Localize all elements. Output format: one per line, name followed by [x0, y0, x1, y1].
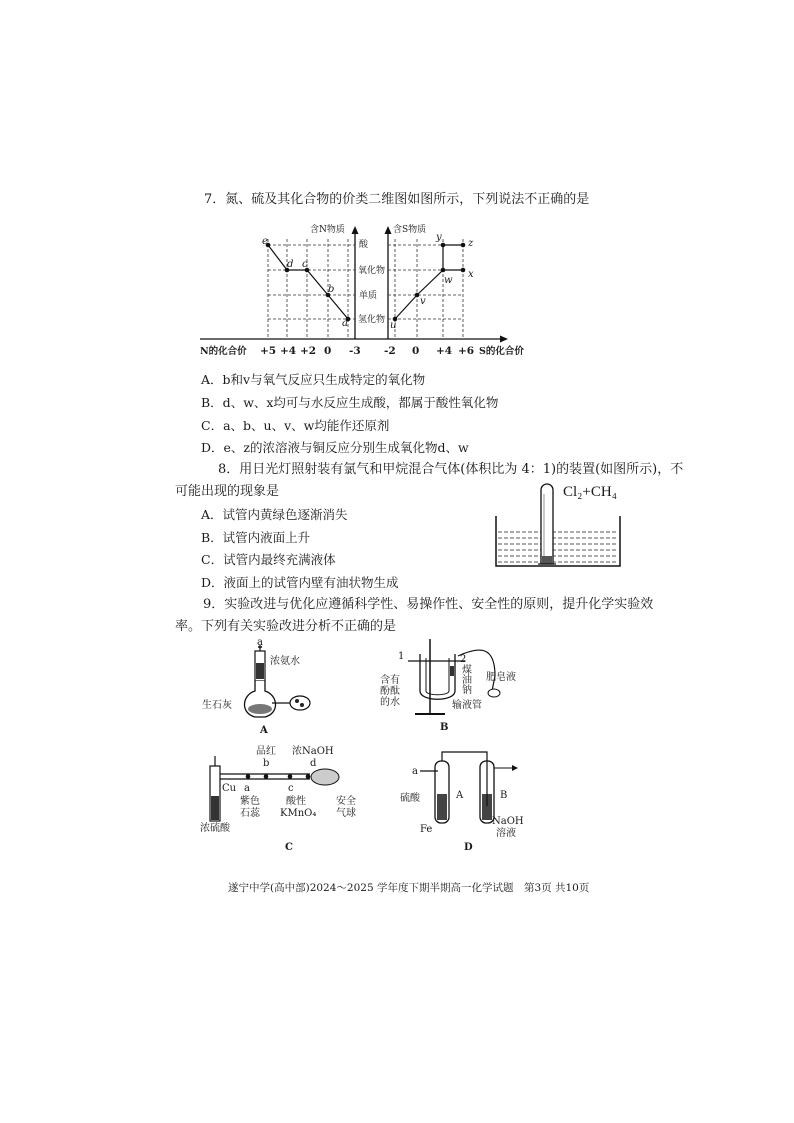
- label-y: y: [436, 232, 442, 243]
- fig-b-label-soap: 肥皂液: [486, 672, 516, 683]
- label-v: v: [420, 296, 426, 307]
- fig-d-label-tube-a: A: [456, 790, 464, 801]
- fig-d-label-fe: Fe: [420, 824, 433, 835]
- q8-gas-label: Cl₂+CH₄: [563, 484, 617, 500]
- fig-c-label-safe: 安全: [336, 796, 356, 807]
- q9-figure-c: [200, 746, 375, 856]
- fig-c-label-cu: Cu: [222, 783, 237, 794]
- q8-tube-figure: [488, 480, 638, 575]
- fig-b-label-contains: 含有: [380, 675, 400, 686]
- fig-b-label-sodium: 钠: [462, 685, 472, 696]
- q9-figure-d: [380, 746, 530, 856]
- label-e: e: [262, 236, 268, 247]
- q8-option-b: B．试管内液面上升: [201, 530, 311, 545]
- fig-c-label-d: d: [310, 758, 317, 769]
- fig-c-label-h2so4: 浓硫酸: [200, 823, 230, 834]
- q8-stem-line1: 8．用日光灯照射装有氯气和甲烷混合气体(体积比为 4：1)的装置(如图所示)，不: [218, 462, 684, 477]
- fig-c-label-naoh: 浓NaOH: [292, 746, 334, 757]
- q7-stem: 7．氮、硫及其化合物的价类二维图如图所示，下列说法不正确的是: [204, 192, 590, 207]
- q9-stem-line2: 率。下列有关实验改进分析不正确的是: [175, 619, 397, 634]
- fig-b-label-coal: 煤: [462, 665, 472, 676]
- label-a: a: [342, 318, 348, 329]
- fig-c-label-balloon: 气球: [336, 808, 356, 819]
- n-tick-minus3: -3: [349, 345, 361, 357]
- page-footer: 遂宁中学(高中部)2024～2025 学年度下期半期高一化学试题 第3页 共10页: [228, 882, 590, 894]
- fig-d-caption: D: [464, 842, 473, 853]
- fig-b-label-water: 的水: [380, 697, 400, 708]
- fig-a-label-lime: 生石灰: [202, 700, 232, 711]
- q7-option-c: C．a、b、u、v、w均能作还原剂: [201, 418, 390, 433]
- q8-option-d: D．液面上的试管内壁有油状物生成: [201, 575, 399, 590]
- q8-option-a: A．试管内黄绿色逐渐消失: [201, 507, 348, 522]
- fig-d-label-naoh: NaOH: [492, 816, 524, 827]
- q9-figure-b: [370, 636, 520, 731]
- label-w: w: [444, 275, 453, 286]
- n-tick-zero: 0: [324, 345, 332, 357]
- fig-c-label-kmno4: KMnO₄: [280, 808, 317, 819]
- n-tick-plus5: +5: [260, 345, 277, 357]
- fig-d-label-tube-b: B: [500, 790, 508, 801]
- fig-b-label-2: 2: [460, 654, 467, 665]
- fig-b-label-phenol: 酚酞: [380, 686, 400, 697]
- s-series-line: [395, 245, 463, 319]
- point-v: [415, 293, 420, 298]
- s-tick-plus4: +4: [436, 345, 453, 357]
- n-tick-plus2: +2: [300, 345, 317, 357]
- fig-a-caption: A: [260, 725, 268, 736]
- q9-figure-a: [200, 637, 330, 738]
- category-element: 单质: [359, 291, 378, 301]
- q9-stem-line1: 9．实验改进与优化应遵循科学性、易操作性、安全性的原则，提升化学实验效: [203, 597, 654, 612]
- q7-valence-chart: [198, 222, 538, 357]
- category-oxide: 氧化物: [358, 266, 386, 276]
- category-acid: 酸: [359, 240, 369, 250]
- fig-c-label-b: b: [263, 758, 270, 769]
- fig-b-caption: B: [440, 722, 449, 733]
- s-axis-title: 含S物质: [393, 225, 427, 235]
- fig-c-label-c: c: [288, 783, 294, 794]
- fig-d-label-h2so4: 硫酸: [400, 793, 420, 804]
- s-tick-zero: 0: [412, 345, 420, 357]
- fig-b-label-tube: 输液管: [452, 700, 482, 711]
- q7-option-a: A．b和v与氧气反应只生成特定的氧化物: [201, 372, 426, 387]
- s-xlabel: S的化合价: [479, 346, 524, 357]
- q7-option-d: D．e、z的浓溶液与铜反应分别生成氧化物d、w: [201, 440, 469, 455]
- label-x: x: [468, 269, 474, 280]
- q7-option-b: B．d、w、x均可与水反应生成酸，都属于酸性氧化物: [201, 395, 499, 410]
- label-z: z: [468, 238, 474, 249]
- fig-a-label-a: a: [257, 637, 263, 648]
- label-u: u: [390, 320, 397, 331]
- fig-b-label-oil: 油: [462, 675, 472, 686]
- fig-c-label-acidic: 酸性: [286, 796, 306, 807]
- fig-a-label-ammonia: 浓氨水: [270, 656, 300, 667]
- label-d: d: [287, 259, 294, 270]
- category-hydride: 氢化物: [358, 315, 386, 325]
- fig-c-caption: C: [285, 842, 293, 853]
- fig-b-label-1: 1: [398, 651, 405, 662]
- fig-c-label-pinkred: 品红: [256, 746, 276, 757]
- point-y: [441, 243, 446, 248]
- fig-d-label-solution: 溶液: [496, 828, 516, 839]
- point-z: [461, 243, 466, 248]
- n-tick-plus4: +4: [280, 345, 297, 357]
- n-axis-title: 含N物质: [310, 225, 345, 235]
- q8-stem-line2: 可能出现的现象是: [175, 484, 280, 499]
- n-series-line: [268, 245, 348, 319]
- fig-c-label-litmus: 石蕊: [240, 808, 260, 819]
- q8-option-c: C．试管内最终充满液体: [201, 552, 336, 567]
- fig-c-label-purple: 紫色: [240, 796, 260, 807]
- n-xlabel: N的化合价: [200, 346, 247, 357]
- fig-d-label-a: a: [412, 766, 418, 777]
- point-w: [441, 268, 446, 273]
- label-c: c: [302, 259, 308, 270]
- s-tick-minus2: -2: [384, 345, 396, 357]
- label-b: b: [328, 284, 335, 295]
- s-tick-plus6: +6: [458, 345, 475, 357]
- point-x: [461, 268, 466, 273]
- fig-c-label-a: a: [244, 783, 250, 794]
